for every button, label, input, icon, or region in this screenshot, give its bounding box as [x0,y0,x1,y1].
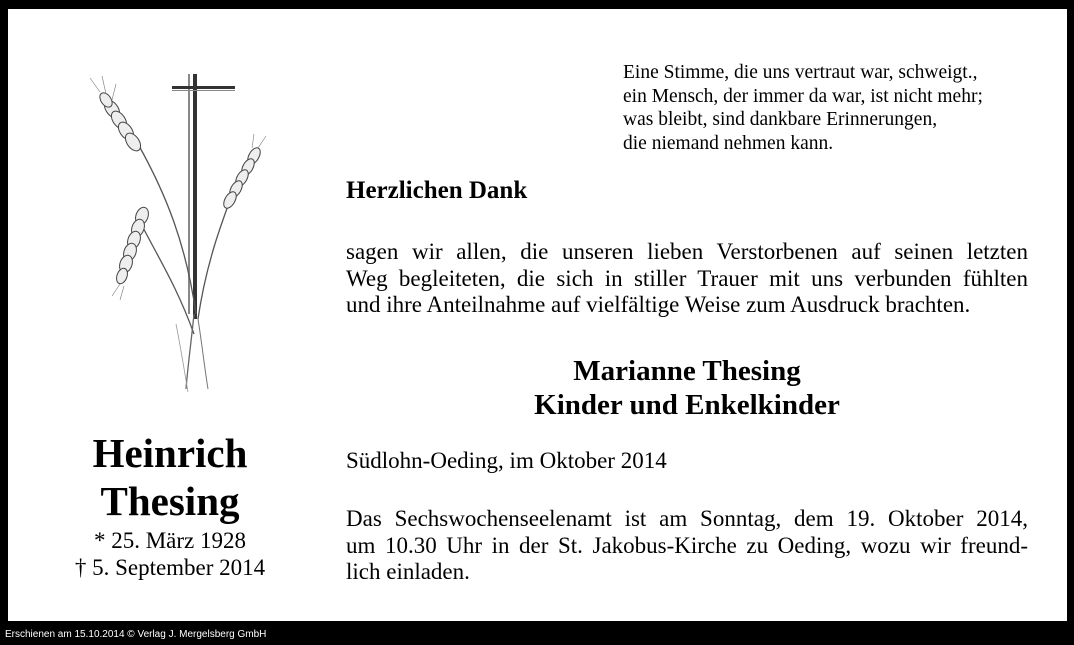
signers [346,354,1028,422]
deceased-last-name: Thesing [100,478,240,524]
deceased-dates [50,528,290,581]
signer-name: Marianne Thesing [573,355,801,387]
poem [623,61,983,155]
deceased-name [70,429,270,525]
deceased-first-name: Heinrich [92,430,248,476]
publication-footer: Erschienen am 15.10.2014 © Verlag J. Mergelsberg GmbH [5,629,267,640]
cross-with-wheat-icon [76,64,276,394]
thanks-body [346,239,1028,319]
death-date: † 5. September 2014 [74,554,266,580]
obituary-card [8,9,1067,621]
poem-line: ein Mensch, der immer da war, ist nicht mehr; [623,85,983,107]
thanks-line: und ihre Anteilnahme auf vielfältige Weise zum Ausdruck brachten. [346,292,971,317]
thanks-heading: Herzlichen Dank [346,177,528,204]
place-date: Südlohn-Oeding, im Oktober 2014 [346,448,667,473]
mass-line: lich einladen. [346,559,470,584]
poem-line: die niemand nehmen kann. [623,132,834,154]
mass-announcement [346,506,1028,586]
poem-line: Eine Stimme, die uns vertraut war, schweigt., [623,62,978,83]
mass-line: um 10.30 Uhr in der St. Jakobus-Kirche zu Oeding, wozu wir freund- [346,532,1028,558]
mass-line: Das Sechswochenseelenamt ist am Sonntag, dem 19. Oktober 2014, [346,506,1028,531]
signer-family: Kinder und Enkelkinder [534,389,840,421]
birth-date: * 25. März 1928 [93,528,247,553]
poem-line: was bleibt, sind dankbare Erinnerungen, [623,109,938,130]
thanks-line: Weg begleiteten, die sich in stiller Trauer mit uns verbunden fühlten [346,265,1028,291]
thanks-line: sagen wir allen, die unseren lieben Verstorbenen auf seinen letzten [346,239,1028,264]
